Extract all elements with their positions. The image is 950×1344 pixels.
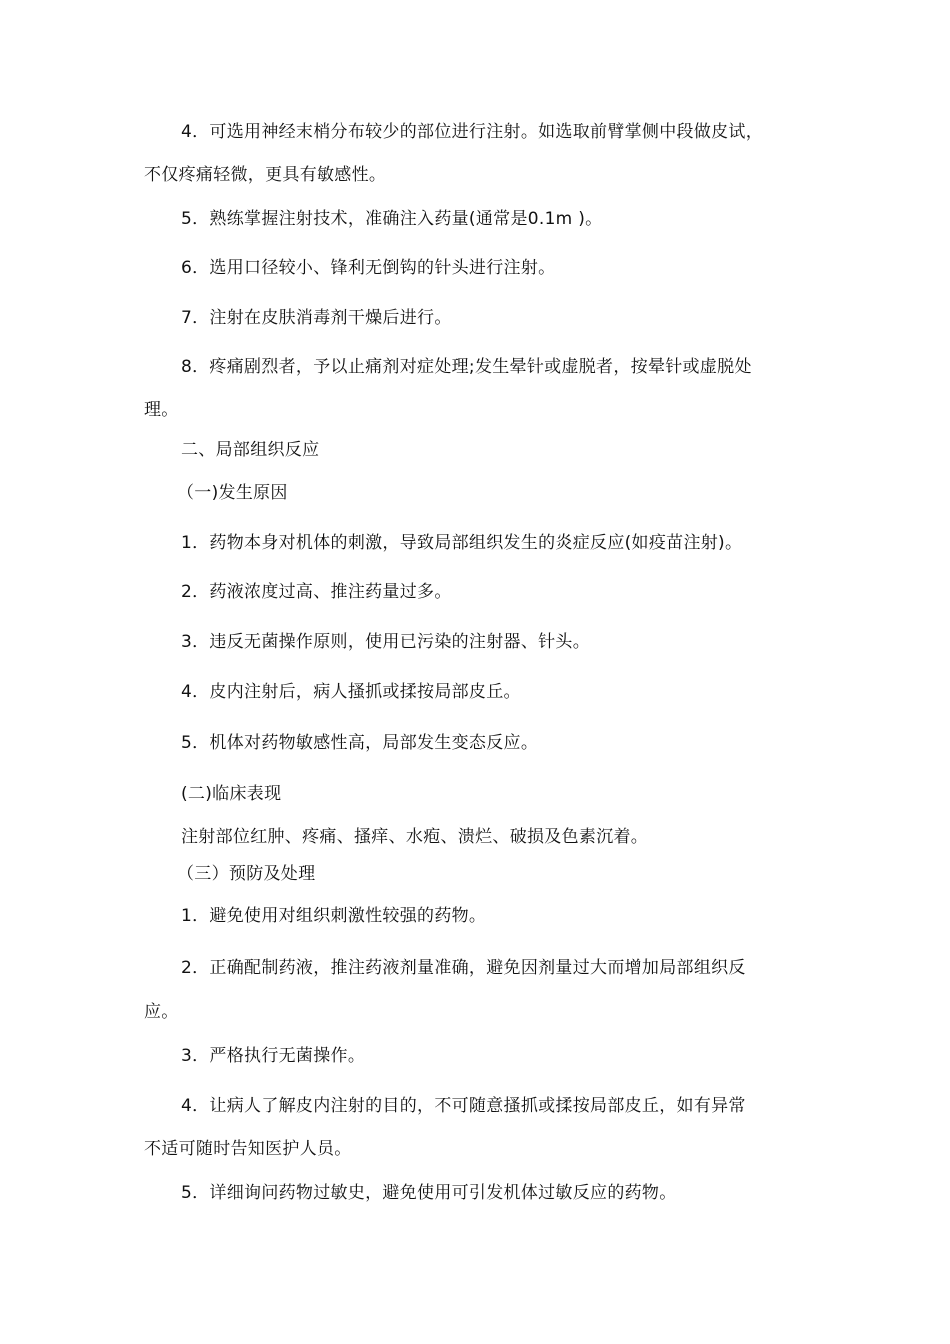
- section-heading: 二、局部组织反应: [181, 440, 320, 460]
- subsection-heading: （一)发生原因: [177, 483, 288, 503]
- paragraph-line: 5．详细询问药物过敏史，避免使用可引发机体过敏反应的药物。: [181, 1183, 677, 1203]
- paragraph-line: 4．皮内注射后，病人搔抓或揉按局部皮丘。: [181, 682, 521, 702]
- subsection-heading: (二)临床表现: [181, 784, 282, 804]
- paragraph-line: 3．违反无菌操作原则，使用已污染的注射器、针头。: [181, 632, 591, 652]
- paragraph-line: 不适可随时告知医护人员。: [144, 1139, 352, 1159]
- subsection-heading: （三）预防及处理: [177, 864, 316, 884]
- paragraph-line: 4．可选用神经末梢分布较少的部位进行注射。如选取前臂掌侧中段做皮试，: [181, 122, 764, 142]
- paragraph-line: 注射部位红肿、疼痛、搔痒、水疱、溃烂、破损及色素沉着。: [181, 827, 649, 847]
- paragraph-line: 7．注射在皮肤消毒剂干燥后进行。: [181, 308, 452, 328]
- paragraph-line: 6．选用口径较小、锋利无倒钩的针头进行注射。: [181, 258, 556, 278]
- paragraph-line: 理。: [144, 400, 179, 420]
- paragraph-line: 1．避免使用对组织刺激性较强的药物。: [181, 906, 487, 926]
- paragraph-line: 应。: [144, 1002, 179, 1022]
- paragraph-line: 3．严格执行无菌操作。: [181, 1046, 366, 1066]
- paragraph-line: 4．让病人了解皮内注射的目的，不可随意搔抓或揉按局部皮丘，如有异常: [181, 1096, 746, 1116]
- paragraph-line: 5．熟练掌握注射技术，准确注入药量(通常是0.1m )。: [181, 209, 603, 229]
- paragraph-line: 1．药物本身对机体的刺激，导致局部组织发生的炎症反应(如疫苗注射)。: [181, 533, 743, 553]
- paragraph-line: 2．药液浓度过高、推注药量过多。: [181, 582, 452, 602]
- paragraph-line: 5．机体对药物敏感性高，局部发生变态反应。: [181, 733, 539, 753]
- paragraph-line: 2．正确配制药液，推注药液剂量准确，避免因剂量过大而增加局部组织反: [181, 958, 746, 978]
- paragraph-line: 8．疼痛剧烈者，予以止痛剂对症处理;发生晕针或虚脱者，按晕针或虚脱处: [181, 357, 752, 377]
- paragraph-line: 不仅疼痛轻微，更具有敏感性。: [144, 165, 387, 185]
